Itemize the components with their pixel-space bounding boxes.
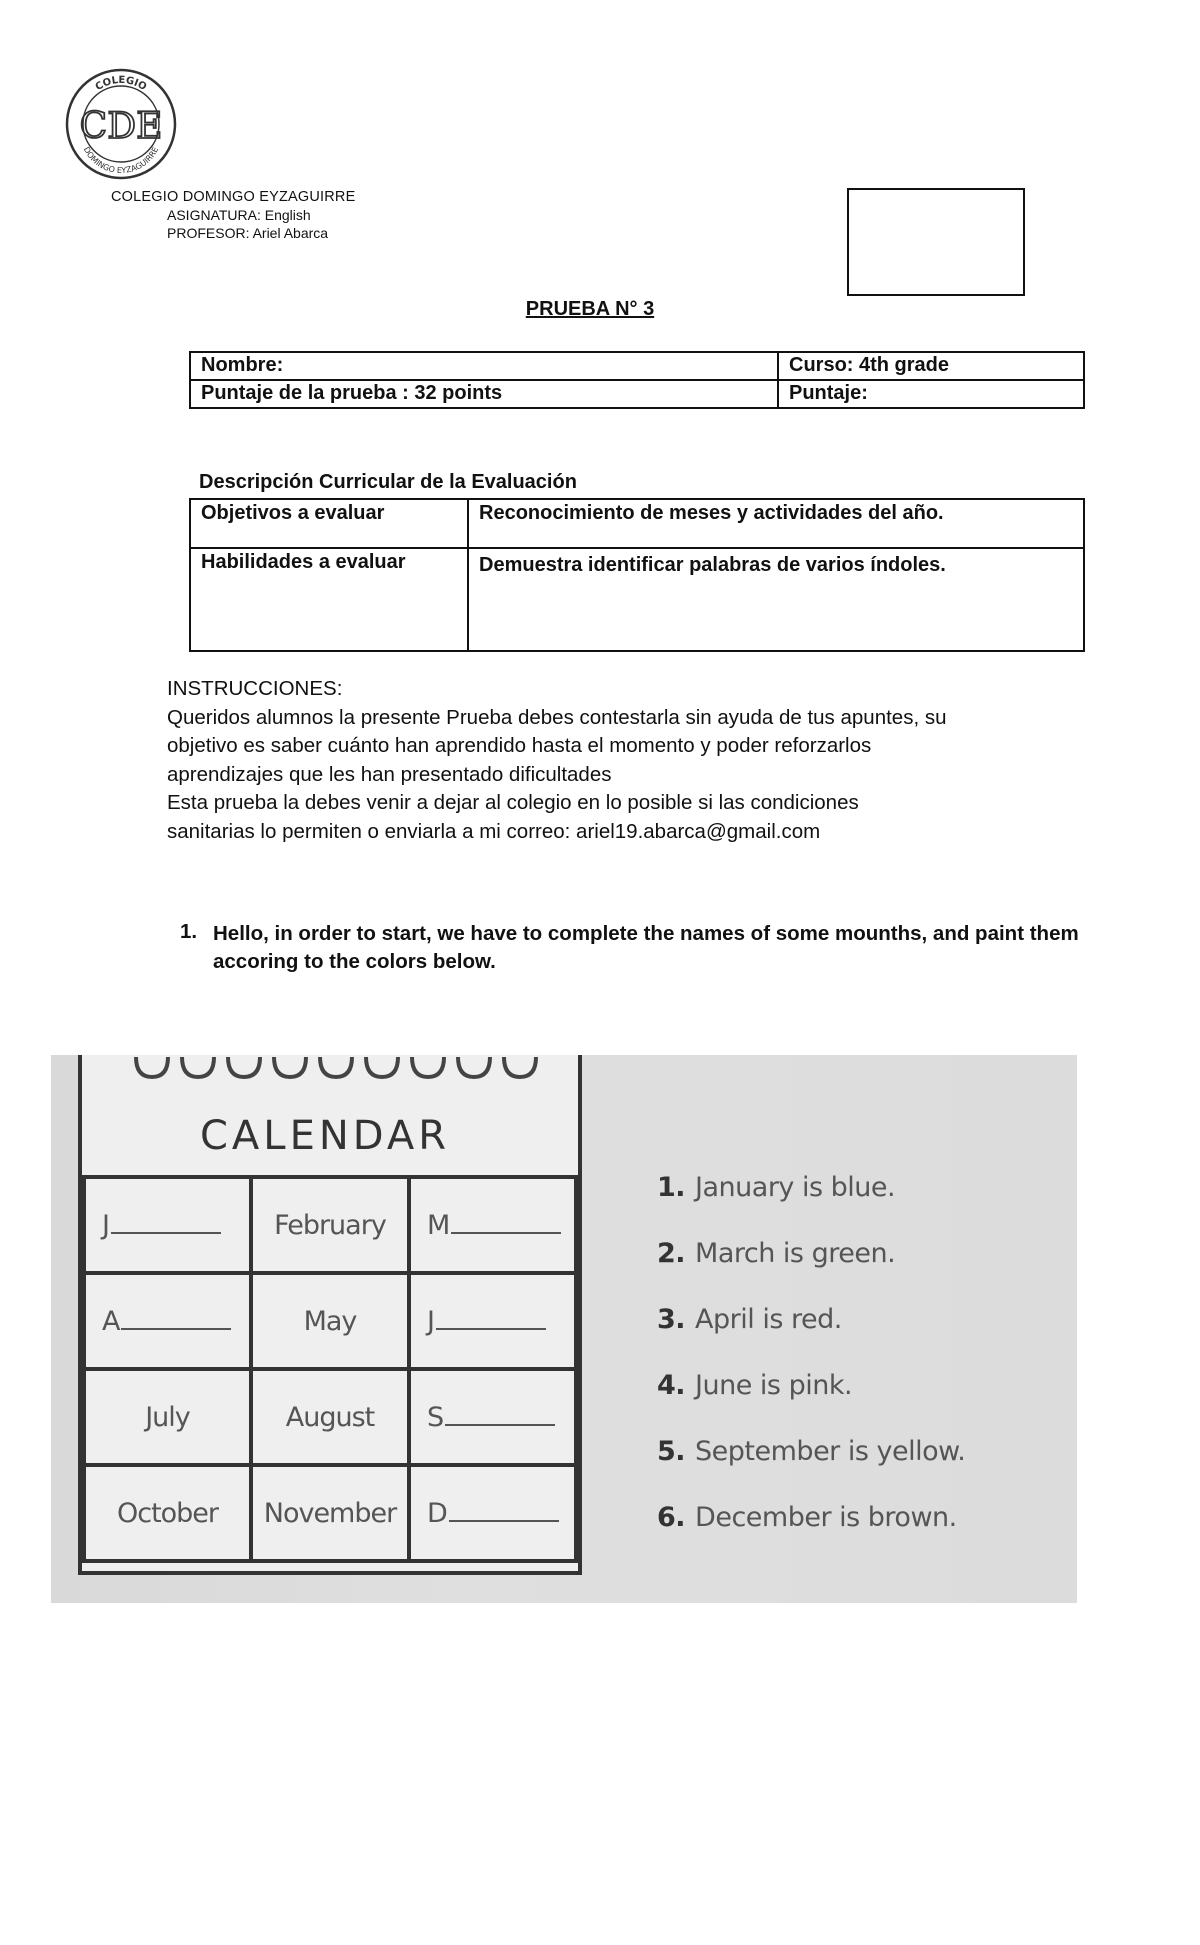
month-blank-cell[interactable]: J [84,1177,251,1273]
month-cell: October [84,1465,251,1561]
name-field[interactable]: Nombre: [190,352,778,380]
month-cell: February [251,1177,409,1273]
page-title: PRUEBA N° 3 [525,298,655,320]
skills-label: Habilidades a evaluar [190,548,468,651]
month-blank-cell[interactable]: M [409,1177,576,1273]
month-cell: July [84,1369,251,1465]
question-text: Hello, in order to start, we have to complete the names of some mounths, and paint them accoring to the colors below. [213,922,1079,973]
color-instructions-list [657,1170,965,1566]
logo-top-text: COLEGIO [93,74,149,94]
month-blank-cell[interactable]: J [409,1273,576,1369]
list-item: 2. March is green. [657,1238,896,1269]
school-name: COLEGIO DOMINGO EYZAGUIRRE [111,189,356,205]
instructions-heading: INSTRUCCIONES: [167,677,343,700]
month-blank-cell[interactable]: D [409,1465,576,1561]
binder-rings-icon [132,1055,592,1083]
logo-bottom-text: DOMINGO EYZAGUIRRE [81,145,161,176]
total-points-cell: Puntaje de la prueba : 32 points [190,380,778,408]
score-field[interactable]: Puntaje: [778,380,1084,408]
instructions-line: sanitarias lo permiten o enviarla a mi correo: ariel19.abarca@gmail.com [167,819,821,843]
month-cell: August [251,1369,409,1465]
objectives-value: Reconocimiento de meses y actividades del año. [468,499,1084,548]
objectives-label: Objetivos a evaluar [190,499,468,548]
course-cell: Curso: 4th grade [778,352,1084,380]
school-logo [64,66,178,186]
list-item: 6. December is brown. [657,1502,957,1533]
month-blank-cell[interactable]: A [84,1273,251,1369]
logo-monogram: CDE [79,106,163,147]
list-item: 5. September is yellow. [657,1436,966,1467]
skills-value: Demuestra identificar palabras de varios índoles. [468,548,1084,651]
calendar-title: CALENDAR [200,1113,451,1159]
month-blank-cell[interactable]: S [409,1369,576,1465]
curricular-description-table [189,498,1085,652]
calendar-exercise-image [51,1055,1077,1603]
question-number: 1. [180,920,198,943]
description-heading: Descripción Curricular de la Evaluación [199,471,577,493]
calendar-sheet [78,1055,582,1575]
month-cell: May [251,1273,409,1369]
instructions-line: Esta prueba la debes venir a dejar al colegio en lo posible si las condiciones [167,791,859,815]
instructions-line: Queridos alumnos la presente Prueba debes contestarla sin ayuda de tus apuntes, su [167,705,947,729]
subject-line: ASIGNATURA: English [167,207,311,223]
svg-text:COLEGIO [94,75,149,93]
teacher-line: PROFESOR: Ariel Abarca [167,225,329,241]
list-item: 3. April is red. [657,1304,842,1335]
instructions-block [167,675,1087,847]
list-item: 1. January is blue. [657,1172,896,1203]
month-cell: November [251,1465,409,1561]
calendar-grid [82,1175,578,1563]
list-item: 4. June is pink. [657,1370,853,1401]
grade-box [847,188,1025,296]
student-info-table [189,351,1085,409]
instructions-line: aprendizajes que les han presentado dificultades [167,762,612,786]
instructions-line: objetivo es saber cuánto han aprendido hasta el momento y poder reforzarlos [167,734,872,758]
